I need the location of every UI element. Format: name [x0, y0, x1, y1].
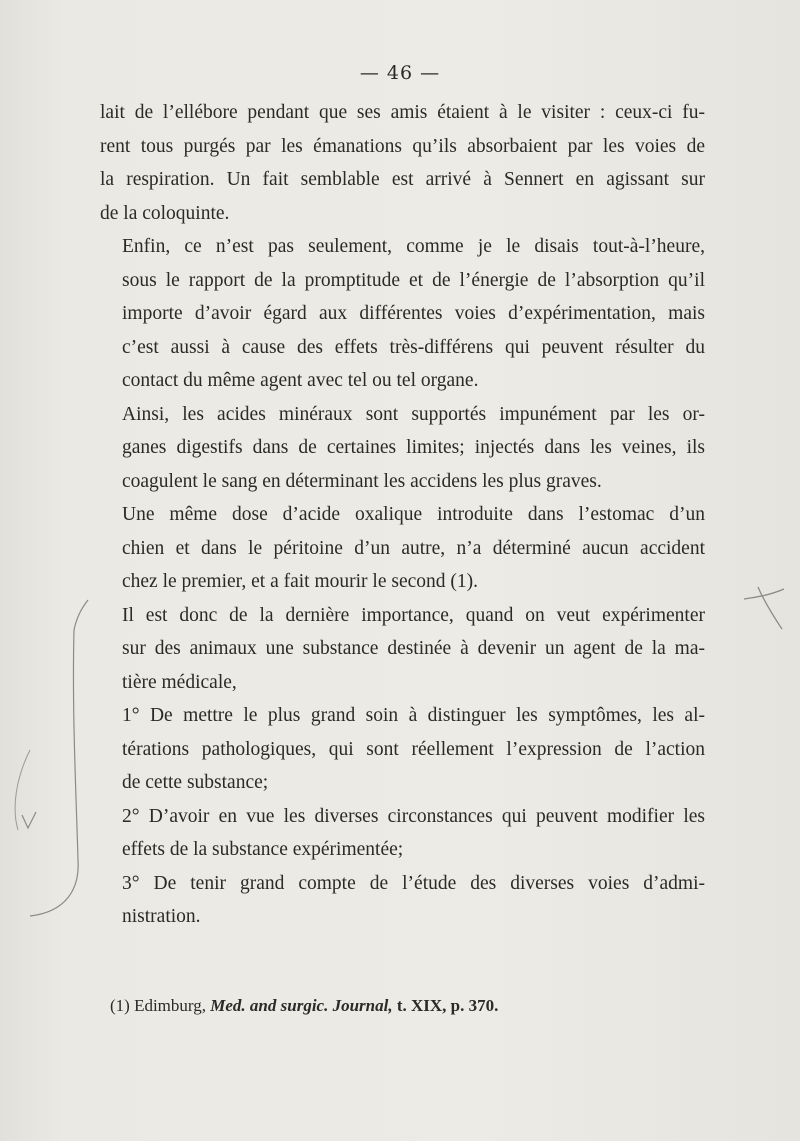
text-line: chien et dans le péritoine d’un autre, n’a déterminé aucun accident — [122, 537, 705, 559]
text-line: 2° D’avoir en vue les diverses circonstances qui peuvent modifier les — [122, 805, 705, 827]
text-line: Enfin, ce n’est pas seulement, comme je le disais tout-à-l’heure, — [122, 236, 705, 257]
page-number: — 46 — — [359, 62, 441, 84]
main-text — [100, 96, 705, 934]
paragraph — [100, 498, 705, 599]
text-line: nistration. — [122, 906, 201, 927]
margin-bracket-mark — [10, 590, 100, 920]
text-line: la respiration. Un fait semblable est arrivé à Sennert en agissant sur — [100, 169, 705, 190]
text-line: de la coloquinte. — [100, 202, 230, 224]
text-line: sur des animaux une substance destinée à devenir un agent de la ma- — [122, 638, 705, 659]
text-line: de cette substance; — [122, 772, 269, 793]
text-line: chez le premier, et a fait mourir le second (1). — [122, 571, 479, 592]
text-line: sous le rapport de la promptitude et de l’énergie de l’absorption qu’il — [122, 269, 705, 291]
text-line: contact du même agent avec tel ou tel organe. — [122, 370, 479, 391]
footnote-reference: t. XIX, p. 370. — [396, 996, 499, 1015]
paragraph — [100, 699, 705, 800]
margin-cross-mark — [740, 585, 790, 635]
text-line: Une même dose d’acide oxalique introduite dans l’estomac d’un — [122, 504, 705, 525]
text-line: térations pathologiques, qui sont réellement l’expression de l’action — [122, 738, 705, 760]
footnote-place: Edimburg, — [134, 996, 207, 1015]
paragraph — [100, 96, 705, 230]
text-line: 1° De mettre le plus grand soin à distinguer les symptômes, les al- — [122, 705, 705, 726]
footnote-journal: Med. and surgic. Journal, — [210, 996, 393, 1015]
text-line: ganes digestifs dans de certaines limites; injectés dans les veines, ils — [122, 437, 705, 458]
text-line: lait de l’ellébore pendant que ses amis étaient à le visiter : ceux-ci fu- — [100, 102, 705, 123]
paragraph — [100, 800, 705, 867]
text-line: importe d’avoir égard aux différentes voies d’expérimentation, mais — [122, 303, 705, 324]
text-line: coagulent le sang en déterminant les accidens les plus graves. — [122, 470, 602, 492]
paragraph — [100, 398, 705, 499]
text-line: 3° De tenir grand compte de l’étude des diverses voies d’admi- — [122, 872, 705, 894]
text-line: rent tous purgés par les émanations qu’ils absorbaient par les voies de — [100, 135, 705, 157]
text-line: tière médicale, — [122, 671, 237, 693]
text-line: c’est aussi à cause des effets très-différens qui peuvent résulter du — [122, 336, 705, 358]
footnote-marker: (1) — [110, 996, 130, 1015]
paragraph — [100, 867, 705, 934]
paragraph — [100, 599, 705, 700]
text-line: Il est donc de la dernière importance, quand on veut expérimenter — [122, 604, 705, 626]
text-line: effets de la substance expérimentée; — [122, 839, 404, 860]
footnote — [110, 996, 710, 1016]
paragraph — [100, 230, 705, 398]
text-line: Ainsi, les acides minéraux sont supportés impunément par les or- — [122, 403, 705, 425]
